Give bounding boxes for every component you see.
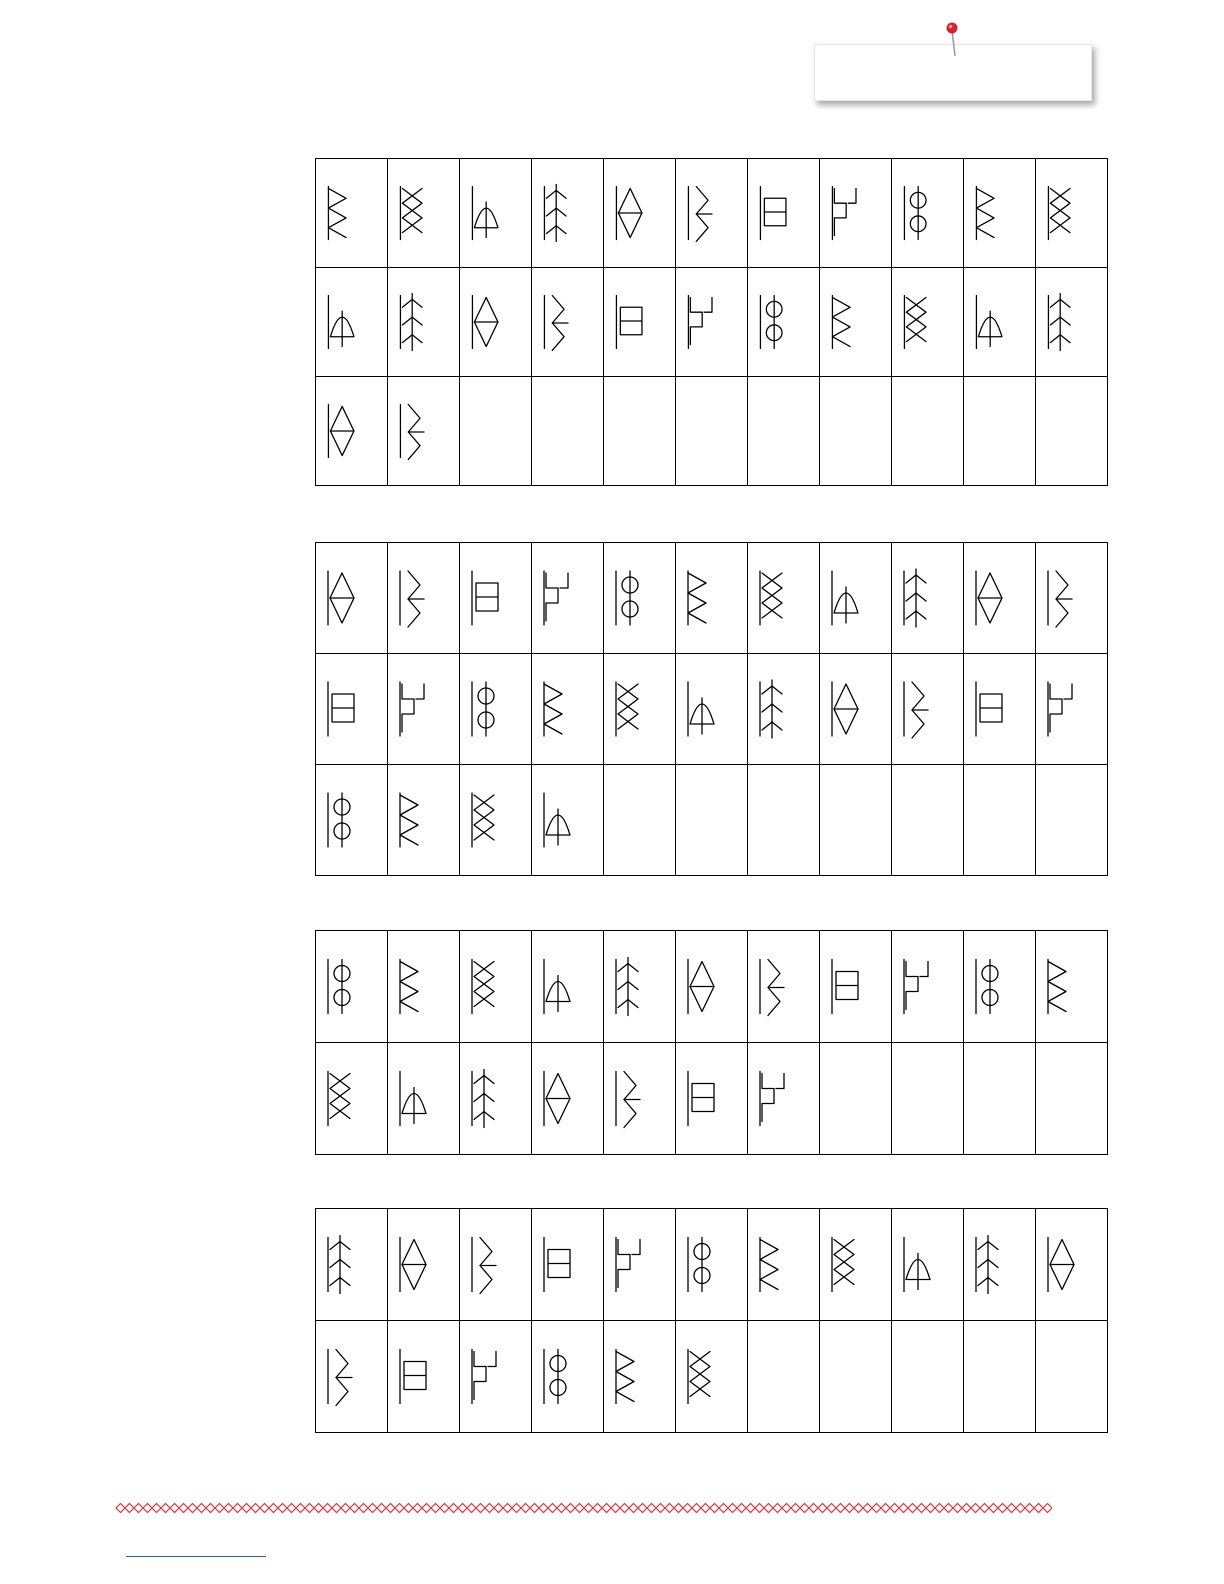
stitch-cell[interactable] [676,931,748,1043]
snowflake-icon [460,931,531,1042]
diamond-lattice-icon [532,654,603,764]
small-zigzag-icon [316,268,387,376]
stitch-cell[interactable] [604,1321,676,1433]
stitch-cell [892,765,964,876]
diamond-pair-icon [388,377,459,485]
stitch-cell [964,765,1036,876]
stitch-cell [748,377,820,486]
stitch-cell [532,377,604,486]
stitch-cell[interactable] [892,543,964,654]
stitch-cell [1036,1043,1108,1155]
house-roof-icon [532,765,603,875]
arrow-branch-icon [532,159,603,267]
stitch-cell[interactable] [460,654,532,765]
cross-dot-icon [964,268,1035,376]
scissors-open-icon [604,1321,675,1432]
wave-stitch-icon [460,654,531,764]
stitch-cell[interactable] [388,1209,460,1321]
stitch-cell [820,1043,892,1155]
stitch-cell[interactable] [532,765,604,876]
stitch-cell[interactable] [388,654,460,765]
stitch-cell[interactable] [676,1209,748,1321]
greek-key-icon [1036,543,1107,653]
stitch-table-4 [315,1208,1108,1433]
stitch-cell[interactable] [1036,654,1108,765]
stitch-cell[interactable] [748,931,820,1043]
tools-icon [460,1321,531,1432]
stitch-cell [820,1321,892,1433]
triangle-stack-icon [316,765,387,875]
stitch-cell[interactable] [820,654,892,765]
stitch-cell[interactable] [748,1209,820,1321]
stitch-cell[interactable] [388,1321,460,1433]
house-outline-icon [388,765,459,875]
pencil-icon [676,1209,747,1320]
stitch-cell[interactable] [604,543,676,654]
stitch-cell[interactable] [532,1043,604,1155]
stitch-cell[interactable] [532,931,604,1043]
diamond-step-icon [460,268,531,376]
stitch-cell[interactable] [964,931,1036,1043]
stitch-cell[interactable] [460,159,532,268]
reindeer-stitch-icon [748,931,819,1042]
martini-glass-icon [316,1321,387,1432]
stitch-cell[interactable] [892,654,964,765]
slash-stitch-icon [604,268,675,376]
anchor-stitch-icon [460,1043,531,1154]
stitch-cell[interactable] [1036,543,1108,654]
stitch-cell[interactable] [316,377,388,486]
double-chevron-icon [676,654,747,764]
stitch-cell[interactable] [892,931,964,1043]
stitch-cell [1036,1321,1108,1433]
stitch-cell[interactable] [676,1043,748,1155]
chevron-stitch-icon [316,654,387,764]
gift-box-icon [388,931,459,1042]
stitch-cell[interactable] [316,268,388,377]
table-row [316,268,1108,377]
double-diamond-icon [604,159,675,267]
fork-spoon-icon [1036,1209,1107,1320]
table-row [316,159,1108,268]
bat-stitch-icon [604,1043,675,1154]
mushroom-stitch-icon [748,1043,819,1154]
star-cross-2-icon [892,654,963,764]
stitch-cell[interactable] [532,1321,604,1433]
angle-step-icon [388,268,459,376]
stitch-cell [1036,377,1108,486]
stitch-cell[interactable] [820,268,892,377]
stitch-cell[interactable] [964,1209,1036,1321]
step-cross-icon [604,654,675,764]
stitch-cell[interactable] [460,931,532,1043]
stitch-cell[interactable] [892,1209,964,1321]
letter-j-icon [748,1209,819,1320]
flower-border-icon [892,543,963,653]
wave-branch-icon [748,159,819,267]
candy-cane-icon [532,931,603,1042]
table-row [316,765,1108,876]
stitch-cell [964,1043,1036,1155]
stitch-cell[interactable] [748,1043,820,1155]
stitch-cell[interactable] [820,159,892,268]
bunny-stitch-icon [964,931,1035,1042]
plus-outline-icon [964,654,1035,764]
stitch-cell[interactable] [460,1321,532,1433]
bird-stitch-icon [460,543,531,653]
stitch-cell[interactable] [532,543,604,654]
stitch-cell [892,1321,964,1433]
stitch-cell[interactable] [388,1043,460,1155]
bell-stitch-icon [604,931,675,1042]
pumpkin-stitch-icon [676,1043,747,1154]
stitch-cell[interactable] [892,268,964,377]
stitch-cell[interactable] [1036,159,1108,268]
table-row [316,931,1108,1043]
table-row [316,1321,1108,1433]
stitch-cell[interactable] [676,654,748,765]
stitch-cell [748,1321,820,1433]
feather-stitch-icon [676,159,747,267]
ski-stitch-icon [460,765,531,875]
stitch-cell[interactable] [964,268,1036,377]
stitch-cell[interactable] [604,268,676,377]
stitch-cell [892,1043,964,1155]
stitch-cell[interactable] [604,654,676,765]
stitch-cell[interactable] [1036,1209,1108,1321]
leaf-stitch-icon [388,543,459,653]
stitch-cell[interactable] [532,1209,604,1321]
table-row [316,1209,1108,1321]
diamond-zigzag-icon [460,159,531,267]
red-diamond-border [112,1500,1052,1514]
stitch-table-3 [315,930,1108,1155]
flower-sprig-icon [604,543,675,653]
table-row [316,1043,1108,1155]
sewing-machine-icon [316,1209,387,1320]
red-pushpin-icon [0,0,1224,120]
footer-link-underline[interactable] [126,1556,266,1557]
stitch-cell[interactable] [748,543,820,654]
stitch-cell[interactable] [676,268,748,377]
paint-brush-icon [604,1209,675,1320]
stitch-cell[interactable] [1036,268,1108,377]
plus-bold-icon [1036,654,1107,764]
stitch-cell[interactable] [460,765,532,876]
watering-can-icon [388,1321,459,1432]
palm-stitch-icon [820,543,891,653]
stitch-cell[interactable] [748,268,820,377]
boot-icon [532,1321,603,1432]
bar-dots-icon [1036,268,1107,376]
floral-star-icon [316,543,387,653]
fan-stitch-icon [532,543,603,653]
needle-thread-icon [388,1209,459,1320]
croissant-icon [820,1209,891,1320]
stitch-cell [820,377,892,486]
stitch-cell[interactable] [820,931,892,1043]
stitch-cell[interactable] [964,543,1036,654]
hat-stitch-icon [1036,931,1107,1042]
stitch-cell[interactable] [676,159,748,268]
stitch-cell[interactable] [388,377,460,486]
stitch-cell [748,765,820,876]
stitch-cell [892,377,964,486]
stitch-cell [604,377,676,486]
stitch-cell[interactable] [460,1209,532,1321]
stitch-cell [1036,765,1108,876]
pine-tree-icon [316,931,387,1042]
umbrella-stitch-icon [316,1043,387,1154]
stitch-cell[interactable] [892,159,964,268]
stitch-cell[interactable] [316,1043,388,1155]
stitch-cell[interactable] [532,268,604,377]
flower-mound-icon [748,543,819,653]
scroll-stitch-icon [892,159,963,267]
stitch-cell[interactable] [676,543,748,654]
stitch-cell[interactable] [748,654,820,765]
tulip-stitch-icon [388,159,459,267]
stitch-cell[interactable] [316,543,388,654]
snowflake-dots-icon [316,377,387,485]
stitch-cell [676,765,748,876]
stitch-cell[interactable] [676,1321,748,1433]
lace-arch-icon [676,543,747,653]
stitch-cell[interactable] [820,1209,892,1321]
stitch-cell[interactable] [532,159,604,268]
stitch-cell[interactable] [388,931,460,1043]
diamond-star-icon [820,268,891,376]
diamond-cluster-icon [820,654,891,764]
stitch-cell[interactable] [388,543,460,654]
stitch-cell [964,1321,1036,1433]
stitch-table-1 [315,158,1108,486]
table-row [316,377,1108,486]
stitch-cell[interactable] [604,931,676,1043]
table-row [316,543,1108,654]
stitch-cell[interactable] [316,1321,388,1433]
stitch-cell[interactable] [964,654,1036,765]
stitch-cell[interactable] [460,543,532,654]
stitch-cell[interactable] [460,268,532,377]
stitch-cell[interactable] [316,1209,388,1321]
stitch-cell[interactable] [964,159,1036,268]
stitch-cell[interactable] [388,159,460,268]
stitch-cell[interactable] [604,1209,676,1321]
stitch-cell [676,377,748,486]
cross-stitch-icon [676,268,747,376]
diamond-dot-icon [892,268,963,376]
cloud-icon [892,1209,963,1320]
safety-pin-icon [460,1209,531,1320]
zigzag-stitch-icon [316,159,387,267]
double-wave-icon [748,268,819,376]
bear-stitch-icon [820,931,891,1042]
sneakers-icon [676,1321,747,1432]
stitch-cell[interactable] [460,1043,532,1155]
w-stitch-icon [964,159,1035,267]
stitch-cell[interactable] [604,1043,676,1155]
stitch-cell [820,765,892,876]
shell-stitch-icon [532,1043,603,1154]
table-row [316,654,1108,765]
stitch-cell[interactable] [316,654,388,765]
star-pair-icon [964,543,1035,653]
heart-pair-icon [892,931,963,1042]
stitch-table-2 [315,542,1108,876]
stitch-cell[interactable] [1036,931,1108,1043]
scissors-icon [532,1209,603,1320]
bbq-grill-icon [964,1209,1035,1320]
swirl-stitch-icon [748,654,819,764]
stitch-cell[interactable] [388,268,460,377]
star-cross-icon [1036,159,1107,267]
stitch-cell[interactable] [316,159,388,268]
tree-stitch-icon [388,654,459,764]
angle-step-2-icon [532,268,603,376]
stitch-cell [460,377,532,486]
stitch-cell [604,765,676,876]
stitch-cell[interactable] [388,765,460,876]
fern-stitch-icon [820,159,891,267]
stitch-cell[interactable] [748,159,820,268]
stitch-cell[interactable] [316,931,388,1043]
stitch-cell[interactable] [604,159,676,268]
stitch-cell[interactable] [316,765,388,876]
snowman-stitch-icon [676,931,747,1042]
stitch-cell[interactable] [820,543,892,654]
stitch-cell[interactable] [532,654,604,765]
stitch-cell [964,377,1036,486]
dollar-stitch-icon [388,1043,459,1154]
